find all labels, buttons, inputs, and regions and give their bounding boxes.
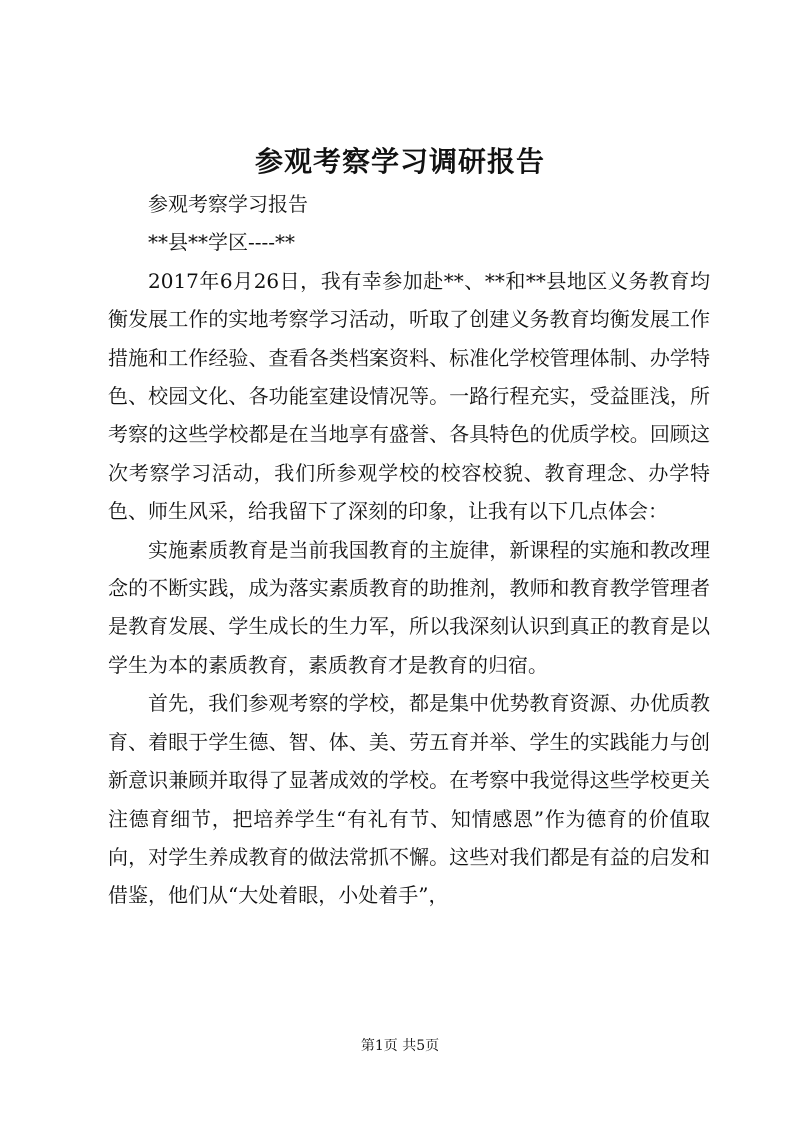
document-title: 参观考察学习调研报告 bbox=[254, 145, 545, 178]
author-line: **县**学区----** bbox=[148, 230, 296, 255]
document-body bbox=[108, 185, 710, 915]
intro-paragraph: 2017年6月26日，我有幸参加赴**、**和**县地区义务教育均衡发展工作的实地考察学习活动，听取了创建义务教育均衡发展工作措施和工作经验、查看各类档案资料、标准化学校管理体制、办学特色、校园文化、各功能室建设情况等。一路行程充实，受益匪浅，所考察的这些学校都是在当地享有盛誉、各具特色的优质学校。回顾这次考察学习活动，我们所参观学校的校容校貌、教育理念、办学特色、师生风采，给我留下了深刻的印象，让我有以下几点体会： bbox=[108, 268, 710, 524]
subtitle-paragraph: 参观考察学习报告 bbox=[148, 192, 308, 216]
first-point-paragraph: 首先，我们参观考察的学校，都是集中优势教育资源、办优质教育、着眼于学生德、智、体、美、劳五育并举、学生的实践能力与创新意识兼顾并取得了显著成效的学校。在考察中我觉得这些学校更关注德育细节，把培养学生“有礼有节、知情感恩”作为德育的价值取向，对学生养成教育的做法常抓不懈。这些对我们都是有益的启发和借鉴，他们从“大处着眼，小处着手”， bbox=[108, 691, 710, 908]
quality-education-paragraph: 实施素质教育是当前我国教育的主旋律，新课程的实施和教改理念的不断实践，成为落实素质教育的助推剂，教师和教育教学管理者是教育发展、学生成长的生力军，所以我深刻认识到真正的教育是以学生为本的素质教育，素质教育才是教育的归宿。 bbox=[108, 537, 710, 677]
page-footer: 第1页 共5页 bbox=[360, 1038, 440, 1054]
